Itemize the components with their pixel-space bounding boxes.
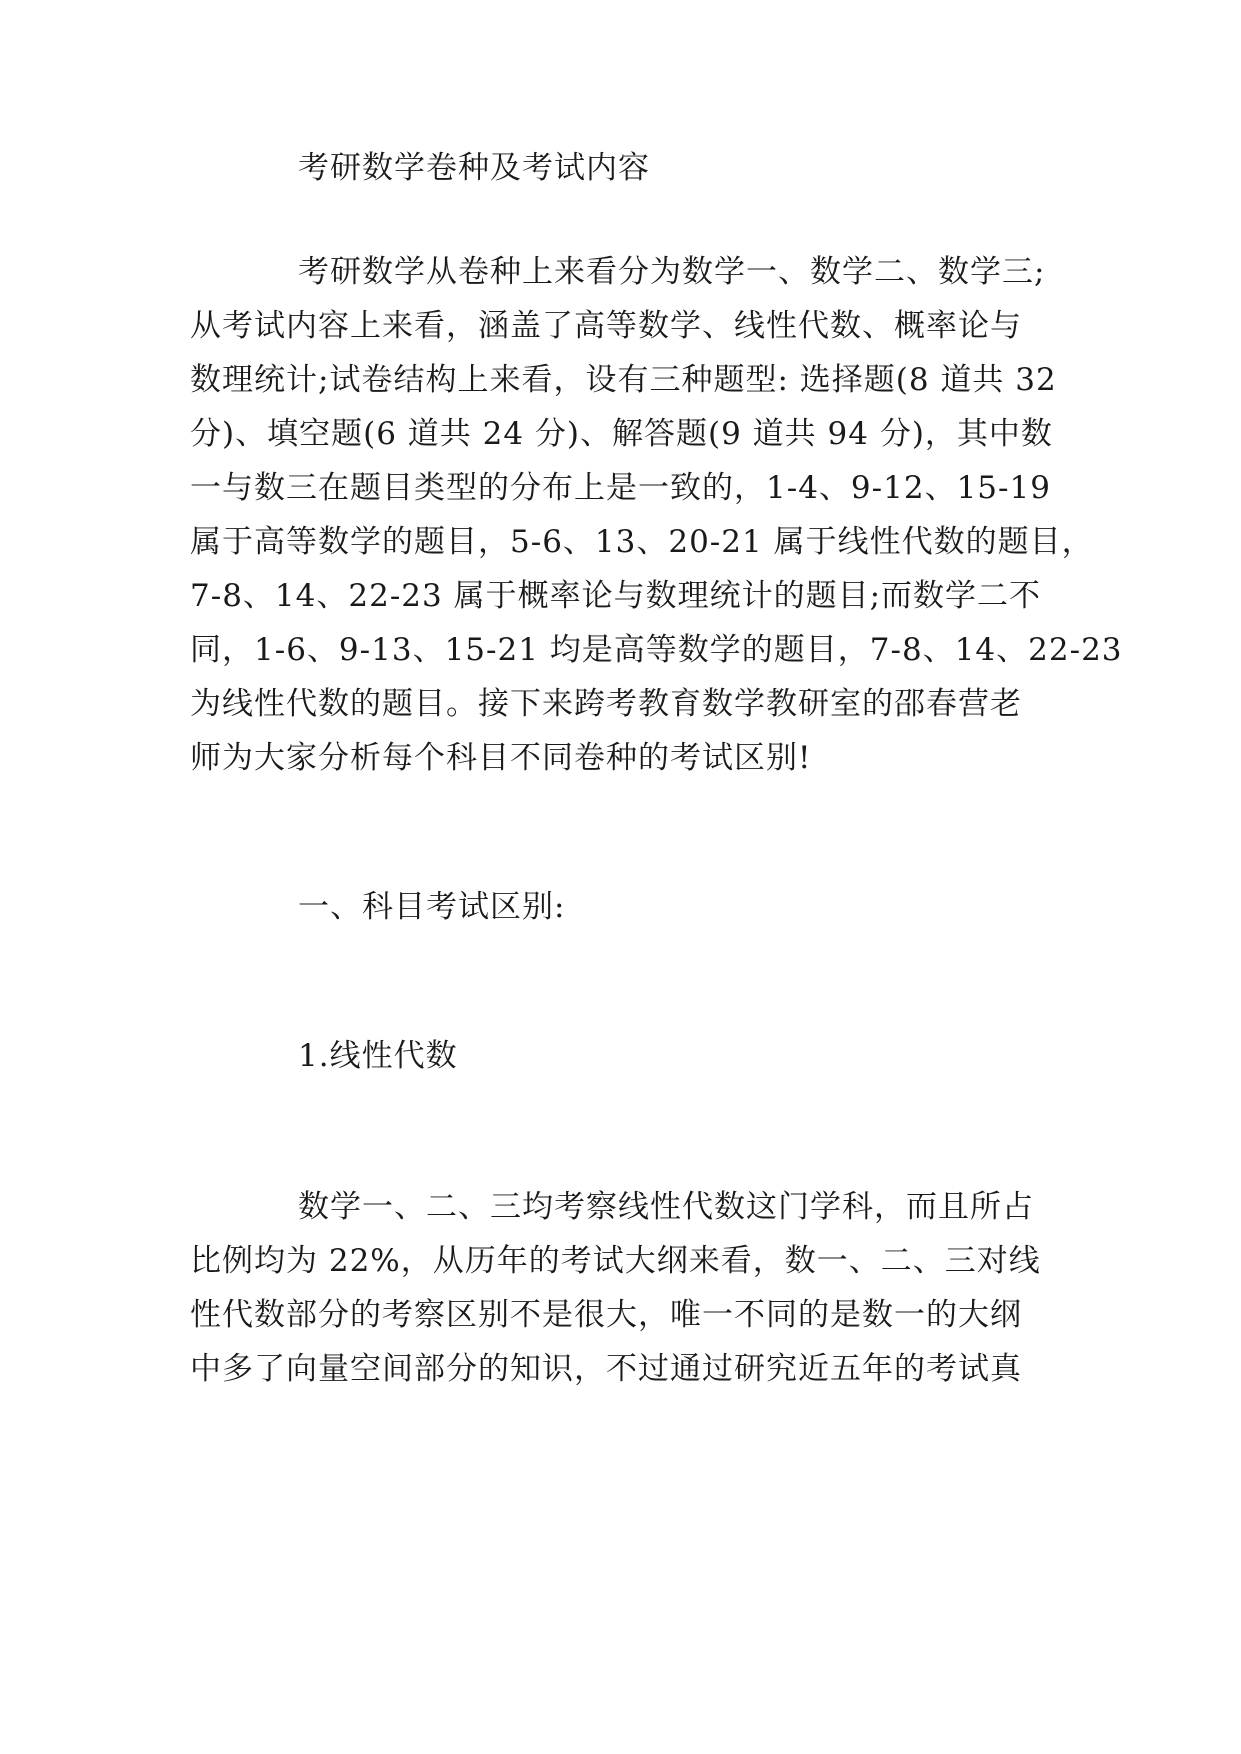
section-heading: 一、科目考试区别: xyxy=(298,889,566,925)
intro-line: 师为大家分析每个科目不同卷种的考试区别! xyxy=(190,740,812,776)
intro-line: 一与数三在题目类型的分布上是一致的，1-4、9-12、15-19 xyxy=(190,470,1051,506)
body-line: 性代数部分的考察区别不是很大，唯一不同的是数一的大纲 xyxy=(190,1297,1022,1333)
document-title: 考研数学卷种及考试内容 xyxy=(298,150,650,186)
intro-line: 属于高等数学的题目，5-6、13、20-21 属于线性代数的题目， xyxy=(190,524,1094,560)
intro-line: 同，1-6、9-13、15-21 均是高等数学的题目，7-8、14、22-23 xyxy=(190,632,1123,668)
body-line: 比例均为 22%，从历年的考试大纲来看，数一、二、三对线 xyxy=(190,1243,1041,1279)
intro-line: 为线性代数的题目。接下来跨考教育数学教研室的邵春营老 xyxy=(190,686,1022,722)
subsection-heading: 1.线性代数 xyxy=(298,1038,458,1074)
intro-line: 从考试内容上来看，涵盖了高等数学、线性代数、概率论与 xyxy=(190,308,1022,344)
intro-line: 考研数学从卷种上来看分为数学一、数学二、数学三; xyxy=(298,254,1046,290)
body-line: 数学一、二、三均考察线性代数这门学科，而且所占 xyxy=(298,1189,1034,1225)
intro-line: 分)、填空题(6 道共 24 分)、解答题(9 道共 94 分)，其中数 xyxy=(190,416,1053,452)
intro-line: 7-8、14、22-23 属于概率论与数理统计的题目;而数学二不 xyxy=(190,578,1042,614)
intro-line: 数理统计;试卷结构上来看，设有三种题型: 选择题(8 道共 32 xyxy=(190,362,1057,398)
body-line: 中多了向量空间部分的知识，不过通过研究近五年的考试真 xyxy=(190,1351,1022,1387)
